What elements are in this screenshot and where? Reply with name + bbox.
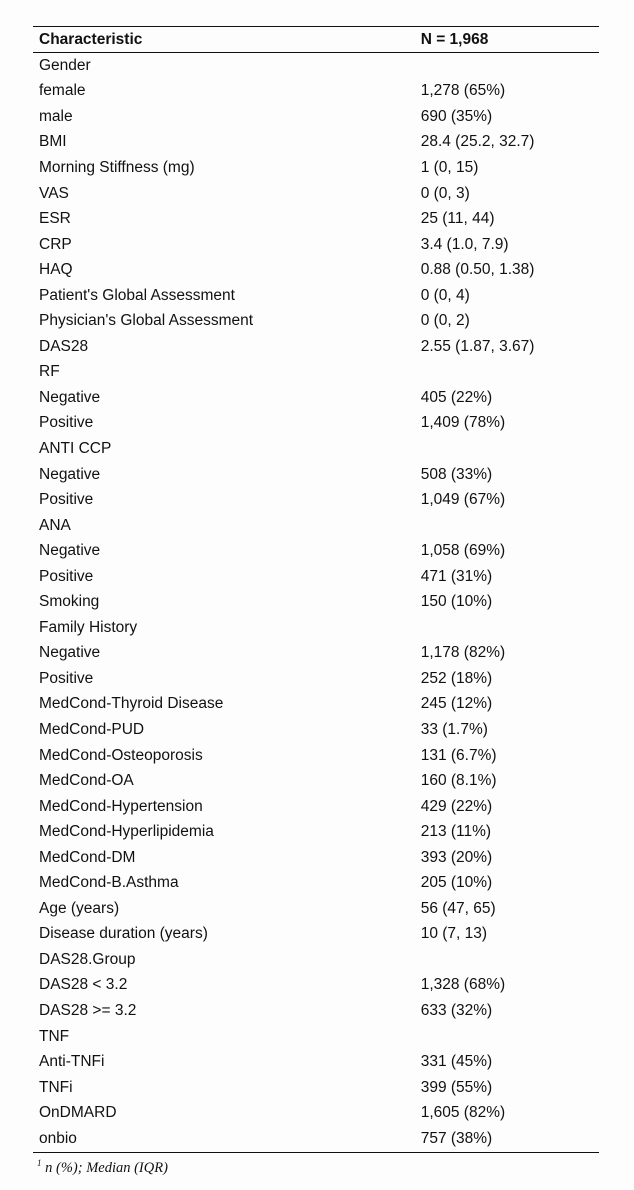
- table-row: [33, 360, 599, 386]
- row-value: 1 (0, 15): [420, 158, 479, 176]
- row-label: ANTI CCP: [39, 439, 112, 457]
- row-label: MedCond-Hypertension: [39, 797, 203, 815]
- table-row: [33, 768, 599, 794]
- table-row: [33, 155, 599, 181]
- row-value: [415, 53, 599, 79]
- row-label: HAQ: [39, 261, 73, 279]
- row-label: DAS28.Group: [39, 950, 136, 968]
- row-value: 25 (11, 44): [420, 210, 495, 228]
- row-value: 10 (7, 13): [420, 925, 488, 943]
- table-row: [33, 998, 599, 1024]
- table-row: [33, 79, 599, 105]
- row-value: 399 (55%): [420, 1078, 493, 1096]
- row-label: DAS28 < 3.2: [39, 976, 128, 994]
- table-row: [33, 513, 599, 539]
- table-row: [33, 692, 599, 718]
- table-row: [33, 283, 599, 309]
- row-label: male: [39, 107, 73, 125]
- row-label: Disease duration (years): [39, 925, 208, 943]
- table-row: [33, 564, 599, 590]
- row-label: female: [39, 82, 86, 100]
- table-row: [33, 334, 599, 360]
- table-header-row: [33, 27, 599, 53]
- table-row: [33, 615, 599, 641]
- row-value: 405 (22%): [420, 388, 493, 406]
- row-value: 508 (33%): [420, 465, 493, 483]
- table-row: [33, 308, 599, 334]
- table-row: [33, 104, 599, 130]
- row-value: 1,278 (65%): [420, 82, 506, 100]
- table-row: [33, 436, 599, 462]
- table-row: [33, 589, 599, 615]
- row-value: 252 (18%): [420, 669, 493, 687]
- row-value: 3.4 (1.0, 7.9): [420, 235, 509, 253]
- row-value: [415, 947, 599, 973]
- row-value: 28.4 (25.2, 32.7): [420, 133, 535, 151]
- table-row: [33, 1075, 599, 1101]
- row-label: Patient's Global Assessment: [39, 286, 235, 304]
- row-label: VAS: [39, 184, 69, 202]
- row-label: Positive: [39, 491, 94, 509]
- row-value: 690 (35%): [420, 107, 493, 125]
- row-value: 0 (0, 4): [420, 286, 470, 304]
- row-label: Gender: [39, 56, 91, 74]
- row-label: MedCond-Osteoporosis: [39, 746, 203, 764]
- header-characteristic: Characteristic: [33, 27, 415, 53]
- row-label: Negative: [39, 644, 101, 662]
- row-label: Negative: [39, 388, 101, 406]
- row-label: TNFi: [39, 1078, 73, 1096]
- row-value: 1,409 (78%): [420, 414, 506, 432]
- row-value: 150 (10%): [420, 593, 493, 611]
- table-row: [33, 1126, 599, 1152]
- table-row: [33, 666, 599, 692]
- row-value: 205 (10%): [420, 874, 493, 892]
- table-row: [33, 1024, 599, 1050]
- row-label: Positive: [39, 567, 94, 585]
- row-label: Positive: [39, 414, 94, 432]
- row-label: Age (years): [39, 899, 120, 917]
- row-label: MedCond-PUD: [39, 720, 145, 738]
- summary-table: [33, 26, 599, 1153]
- row-value: [415, 513, 599, 539]
- row-label: MedCond-DM: [39, 848, 136, 866]
- row-value: 633 (32%): [420, 1002, 493, 1019]
- row-value: 0.88 (0.50, 1.38): [420, 261, 535, 279]
- row-label: Negative: [39, 465, 101, 483]
- table-row: [33, 1049, 599, 1075]
- row-value: 33 (1.7%): [420, 720, 488, 738]
- table-row: [33, 845, 599, 871]
- table-row: [33, 538, 599, 564]
- row-label: ESR: [39, 210, 71, 228]
- table-row: [33, 794, 599, 820]
- row-label: MedCond-OA: [39, 772, 134, 790]
- row-label: DAS28: [39, 337, 89, 355]
- row-value: 1,049 (67%): [420, 491, 506, 509]
- row-value: 1,178 (82%): [420, 644, 506, 662]
- row-label: Positive: [39, 669, 94, 687]
- table-body: [33, 53, 599, 1153]
- row-label: CRP: [39, 235, 72, 253]
- row-value: 393 (20%): [420, 848, 493, 866]
- table-row: [33, 257, 599, 283]
- table-row: [33, 462, 599, 488]
- row-label: Physician's Global Assessment: [39, 312, 254, 330]
- table-row: [33, 973, 599, 999]
- row-label: BMI: [39, 133, 67, 151]
- row-label: Morning Stiffness (mg): [39, 158, 195, 176]
- row-label: onbio: [33, 1126, 415, 1152]
- table-row: [33, 130, 599, 156]
- row-value: 56 (47, 65): [420, 899, 496, 917]
- row-label: Negative: [39, 542, 101, 560]
- row-value: [415, 360, 599, 386]
- table-row: [33, 206, 599, 232]
- table-row: [33, 53, 599, 79]
- row-value: 1,605 (82%): [420, 1104, 506, 1122]
- table-row: [33, 411, 599, 437]
- table-row: [33, 1100, 599, 1126]
- row-label: TNF: [39, 1027, 70, 1045]
- row-value: 0 (0, 2): [420, 312, 470, 330]
- row-label: DAS28 >= 3.2: [39, 1002, 137, 1019]
- row-value: [415, 615, 599, 641]
- row-value: 1,058 (69%): [420, 542, 506, 560]
- table-row: [33, 487, 599, 513]
- summary-table-document: [33, 26, 599, 1176]
- footnote-marker: 1: [37, 1157, 42, 1168]
- row-label: Anti-TNFi: [39, 1053, 105, 1071]
- row-value: 331 (45%): [420, 1053, 493, 1071]
- table-row: [33, 232, 599, 258]
- row-value: 471 (31%): [420, 567, 493, 585]
- table-row: [33, 641, 599, 667]
- row-label: OnDMARD: [39, 1104, 117, 1122]
- row-label: Family History: [39, 618, 138, 636]
- row-value: 429 (22%): [420, 797, 493, 815]
- table-row: [33, 181, 599, 207]
- row-value: 213 (11%): [420, 823, 492, 841]
- row-value: 0 (0, 3): [420, 184, 470, 202]
- row-label: MedCond-B.Asthma: [39, 874, 179, 892]
- row-value: 245 (12%): [420, 695, 493, 713]
- row-value: [415, 1024, 599, 1050]
- row-value: 131 (6.7%): [420, 746, 497, 764]
- table-row: [33, 947, 599, 973]
- table-row: [33, 385, 599, 411]
- table-row: [33, 717, 599, 743]
- footnote-text: n (%); Median (IQR): [45, 1159, 168, 1176]
- table-row: [33, 896, 599, 922]
- row-value: [415, 436, 599, 462]
- row-label: ANA: [39, 516, 71, 534]
- header-n-total: N = 1,968: [415, 27, 599, 53]
- row-value: 160 (8.1%): [420, 772, 497, 790]
- row-label: MedCond-Thyroid Disease: [39, 695, 224, 713]
- table-footnote: [33, 1158, 599, 1177]
- row-value: 1,328 (68%): [420, 976, 506, 994]
- row-label: RF: [39, 363, 60, 381]
- row-value: 757 (38%): [415, 1126, 599, 1152]
- table-row: [33, 819, 599, 845]
- row-value: 2.55 (1.87, 3.67): [420, 337, 535, 355]
- table-row: [33, 743, 599, 769]
- table-row: [33, 871, 599, 897]
- row-label: MedCond-Hyperlipidemia: [39, 823, 214, 841]
- table-row: [33, 922, 599, 948]
- row-label: Smoking: [39, 593, 100, 611]
